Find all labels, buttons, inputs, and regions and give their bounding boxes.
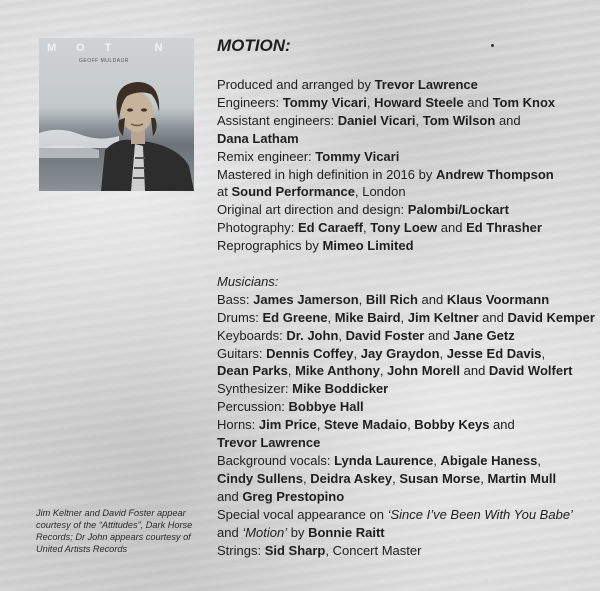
musicians-heading: Musicians: bbox=[217, 273, 279, 289]
credits-block bbox=[217, 36, 595, 559]
page-title: MOTION: bbox=[217, 36, 291, 55]
musician-vocals-cont: Cindy Sullens, Deidra Askey, Susan Morse, Martin Mull bbox=[217, 470, 557, 486]
album-cover bbox=[39, 38, 194, 191]
credit-photography: Photography: Ed Caraeff, Tony Loew and Ed Thrasher bbox=[217, 220, 542, 236]
musician-synthesizer: Synthesizer: Mike Boddicker bbox=[217, 381, 389, 397]
credit-reprographics: Reprographics by Mimeo Limited bbox=[217, 238, 414, 254]
musician-vocals: Background vocals: Lynda Laurence, Abigale Haness, bbox=[217, 453, 541, 469]
credit-engineers: Engineers: Tommy Vicari, Howard Steele and Tom Knox bbox=[217, 94, 556, 110]
musician-drums: Drums: Ed Greene, Mike Baird, Jim Keltner and David Kemper bbox=[217, 309, 595, 325]
cover-artist: GEOFF MULDAUR bbox=[79, 58, 129, 64]
credit-mastered: Mastered in high definition in 2016 by Andrew Thompson bbox=[217, 166, 554, 182]
musician-vocals-cont2: and Greg Prestopino bbox=[217, 488, 345, 504]
musician-horns-cont: Trevor Lawrence bbox=[217, 435, 321, 451]
musician-percussion: Percussion: Bobbye Hall bbox=[217, 399, 364, 415]
musician-special-cont: and ‘Motion’ by Bonnie Raitt bbox=[217, 524, 385, 540]
musician-guitars: Guitars: Dennis Coffey, Jay Graydon, Jesse Ed Davis, bbox=[217, 345, 546, 361]
musician-guitars-cont: Dean Parks, Mike Anthony, John Morell and David Wolfert bbox=[217, 363, 573, 379]
cover-title: MOT N bbox=[47, 42, 183, 54]
credit-art: Original art direction and design: Palombi/Lockart bbox=[217, 202, 509, 218]
musician-keyboards: Keyboards: Dr. John, David Foster and Jane Getz bbox=[217, 327, 515, 343]
courtesy-note: Jim Keltner and David Foster appear courtesy of the “Attitudes”, Dark Horse Records; Dr John appears courtesy of United Artists Records bbox=[36, 508, 193, 554]
musician-bass: Bass: James Jamerson, Bill Rich and Klaus Voormann bbox=[217, 291, 550, 307]
credit-produced: Produced and arranged by Trevor Lawrence bbox=[217, 77, 478, 92]
credit-mastered-cont: at Sound Performance, London bbox=[217, 184, 406, 200]
musician-horns: Horns: Jim Price, Steve Madaio, Bobby Keys and bbox=[217, 417, 515, 433]
musician-strings: Strings: Sid Sharp, Concert Master bbox=[217, 542, 422, 558]
credit-assistant-engineers-cont: Dana Latham bbox=[217, 130, 299, 146]
musician-special: Special vocal appearance on ‘Since I’ve Been With You Babe’ bbox=[217, 506, 573, 522]
credit-remix: Remix engineer: Tommy Vicari bbox=[217, 148, 400, 164]
credit-assistant-engineers: Assistant engineers: Daniel Vicari, Tom Wilson and bbox=[217, 112, 521, 128]
